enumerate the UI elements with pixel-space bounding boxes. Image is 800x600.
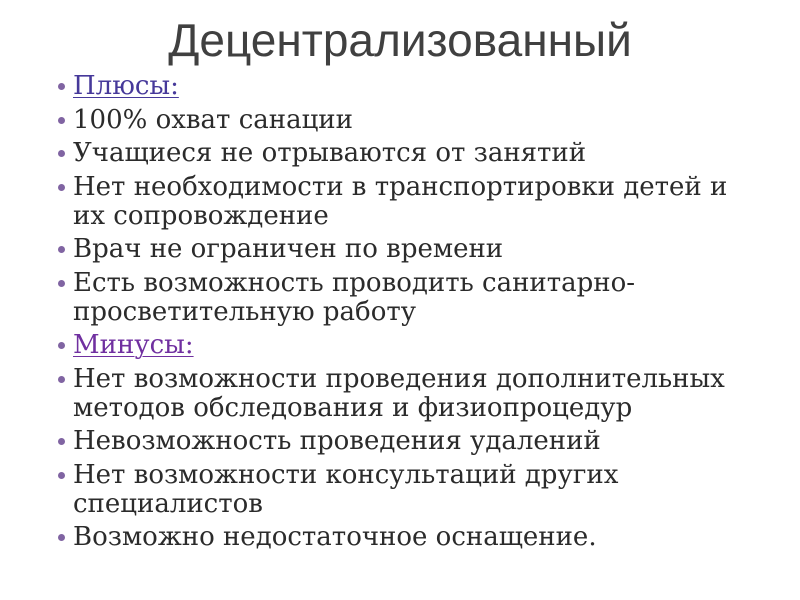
list-item-text: Невозможность проведения удалений [73,426,601,456]
list-item-text-continued: просветительную работу [73,296,417,327]
slide-title: Децентрализованный [168,14,632,66]
bullet-icon [58,534,65,541]
bullet-icon [58,117,65,124]
list-item-text-continued: их сопровождение [73,200,329,231]
list-item-text: Врач не ограничен по времени [73,234,504,264]
cons-link[interactable]: Минусы: [73,330,194,360]
list-item [56,461,786,519]
bullet-icon [58,83,65,90]
list-item-text: Нет возможности консультаций других [73,459,619,490]
bullet-icon [58,150,65,157]
list-item-cons-heading [56,331,786,360]
list-item-text: Учащиеся не отрываются от занятий [73,138,587,168]
bullet-icon [58,246,65,253]
list-item-text: Нет необходимости в транспортировки детей и [73,171,728,202]
list-item-text-continued: методов обследования и физиопроцедур [73,392,633,423]
list-item-text: Возможно недостаточное оснащение. [73,522,597,552]
bullet-icon [58,472,65,479]
list-item [56,523,786,552]
list-item [56,139,786,168]
list-item [56,427,786,456]
list-item [56,173,786,231]
list-item-text: Нет возможности проведения дополнительных [73,363,725,394]
bullet-icon [58,280,65,287]
list-item [56,269,786,327]
bullet-icon [58,438,65,445]
bullet-icon [58,376,65,383]
list-item-text: Есть возможность проводить санитарно- [73,267,636,298]
list-item-text-continued: специалистов [73,488,263,519]
bullet-list [56,72,786,552]
list-item [56,106,786,135]
list-item [56,235,786,264]
pros-link[interactable]: Плюсы: [73,71,179,101]
bullet-icon [58,342,65,349]
list-item [56,365,786,423]
list-item-pros-heading [56,72,786,101]
bullet-icon [58,184,65,191]
list-item-text: 100% охват санации [73,104,353,135]
